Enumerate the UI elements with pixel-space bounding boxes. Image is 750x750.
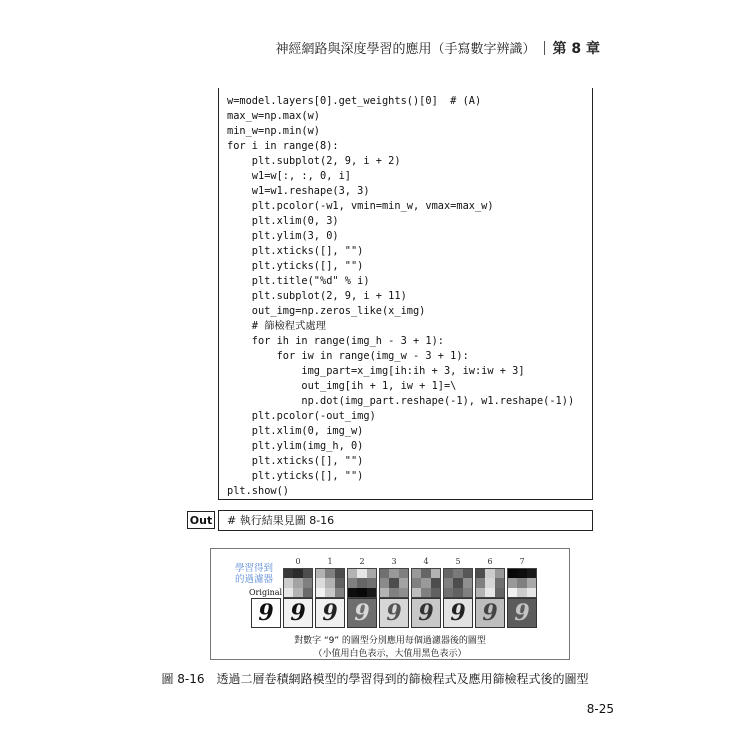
- filter-index: 3: [391, 557, 397, 566]
- code-line: plt.pcolor(-w1, vmin=min_w, vmax=max_w): [227, 200, 494, 212]
- original-digit: 9: [258, 600, 274, 626]
- filter-cell: [293, 588, 302, 597]
- filter-cell: [444, 588, 453, 597]
- figure-caption: 圖 8-16 透過二層卷積網路模型的學習得到的篩檢程式及應用篩檢程式後的圖型: [161, 672, 589, 686]
- filter-cell: [357, 588, 366, 597]
- filter-cell: [517, 569, 526, 578]
- code-line: w1=w1.reshape(3, 3): [227, 185, 370, 197]
- filter-cell: [293, 578, 302, 587]
- filter-cell: [380, 578, 389, 587]
- code-line: plt.yticks([], ""): [227, 470, 364, 482]
- filtered-digit-image: [443, 598, 473, 628]
- filter-cell: [335, 578, 344, 587]
- filter-cell: [367, 588, 376, 597]
- code-line: plt.title("%d" % i): [227, 275, 370, 287]
- code-block: [218, 88, 593, 500]
- filter-cell: [431, 569, 440, 578]
- code-line: plt.subplot(2, 9, i + 11): [227, 290, 407, 302]
- code-line: plt.xlim(0, img_w): [227, 425, 364, 437]
- filter-cell: [348, 588, 357, 597]
- filter-cell: [527, 569, 536, 578]
- filtered-digit: 9: [354, 600, 370, 626]
- code-line: plt.subplot(2, 9, i + 2): [227, 155, 401, 167]
- filter-cell: [303, 588, 312, 597]
- filter-cell: [527, 588, 536, 597]
- code-line: plt.ylim(img_h, 0): [227, 440, 364, 452]
- filtered-digit-image: [315, 598, 345, 628]
- filter-cell: [316, 578, 325, 587]
- filter-cell: [367, 569, 376, 578]
- filtered-digit: 9: [290, 600, 306, 626]
- figure-caption-line1: 對數字 “9” 的圖型分別應用每個過濾器後的圖型: [294, 636, 486, 646]
- filter-cell: [527, 578, 536, 587]
- filter-index: 1: [327, 557, 333, 566]
- filter-cell: [380, 588, 389, 597]
- filtered-digit: 9: [386, 600, 402, 626]
- filtered-digit: 9: [514, 600, 530, 626]
- filter-cell: [367, 578, 376, 587]
- filter-cell: [508, 578, 517, 587]
- filter-cell: [335, 569, 344, 578]
- filtered-digit-image: [379, 598, 409, 628]
- filter-cell: [399, 578, 408, 587]
- filtered-digit-image: [411, 598, 441, 628]
- filter-cell: [508, 588, 517, 597]
- filter-cell: [485, 588, 494, 597]
- output-box: [218, 510, 593, 531]
- filtered-digit-image: [475, 598, 505, 628]
- header-divider: [544, 41, 545, 55]
- filter-cell: [453, 588, 462, 597]
- code-line: plt.xticks([], ""): [227, 245, 364, 257]
- code-line: w=model.layers[0].get_weights()[0] # (A): [227, 95, 482, 107]
- filter-cell: [517, 578, 526, 587]
- code-line: out_img[ih + 1, iw + 1]=\: [227, 380, 457, 392]
- filter-cell: [389, 578, 398, 587]
- filter-grid: [507, 568, 537, 598]
- code-line: np.dot(img_part.reshape(-1), w1.reshape(-1)): [227, 395, 575, 407]
- code-line: plt.yticks([], ""): [227, 260, 364, 272]
- filter-grid: [347, 568, 377, 598]
- code-line: img_part=x_img[ih:ih + 3, iw:iw + 3]: [227, 365, 525, 377]
- filter-cell: [517, 588, 526, 597]
- filter-cell: [325, 578, 334, 587]
- filter-cell: [495, 569, 504, 578]
- filter-cell: [284, 578, 293, 587]
- filtered-digit: 9: [418, 600, 434, 626]
- filter-index: 2: [359, 557, 365, 566]
- filter-cell: [476, 569, 485, 578]
- filter-cell: [389, 569, 398, 578]
- filter-index: 0: [295, 557, 301, 566]
- code-line: min_w=np.min(w): [227, 125, 320, 137]
- filter-cell: [476, 588, 485, 597]
- filter-cell: [303, 569, 312, 578]
- filtered-digit: 9: [482, 600, 498, 626]
- filter-cell: [431, 578, 440, 587]
- filter-grid: [283, 568, 313, 598]
- filter-cell: [412, 588, 421, 597]
- filtered-digit-image: [507, 598, 537, 628]
- filter-cell: [421, 569, 430, 578]
- filter-grid: [379, 568, 409, 598]
- filter-cell: [421, 578, 430, 587]
- filtered-digit: 9: [322, 600, 338, 626]
- code-line: w1=w[:, :, 0, i]: [227, 170, 351, 182]
- filter-cell: [316, 588, 325, 597]
- filter-cell: [431, 588, 440, 597]
- filter-cell: [293, 569, 302, 578]
- filter-index: 6: [487, 557, 493, 566]
- filter-cell: [380, 569, 389, 578]
- code-line: # 篩檢程式處理: [227, 320, 326, 332]
- filter-cell: [348, 578, 357, 587]
- filter-cell: [485, 569, 494, 578]
- code-line: for i in range(8):: [227, 140, 339, 152]
- filter-cell: [421, 588, 430, 597]
- filter-cell: [495, 588, 504, 597]
- code-line: plt.ylim(3, 0): [227, 230, 339, 242]
- filter-cell: [508, 569, 517, 578]
- output-text: # 執行結果見圖 8-16: [227, 514, 335, 527]
- filter-cell: [389, 588, 398, 597]
- code-line: out_img=np.zeros_like(x_img): [227, 305, 426, 317]
- filter-cell: [303, 578, 312, 587]
- filter-cell: [463, 578, 472, 587]
- filter-cell: [284, 588, 293, 597]
- code-line: plt.xlim(0, 3): [227, 215, 339, 227]
- filter-cell: [357, 578, 366, 587]
- code-line: for ih in range(img_h - 3 + 1):: [227, 335, 444, 347]
- learned-label-line1: 學習得到: [235, 563, 274, 574]
- filter-cell: [463, 569, 472, 578]
- filtered-digit-image: [283, 598, 313, 628]
- filter-cell: [453, 569, 462, 578]
- filter-cell: [316, 569, 325, 578]
- figure-caption-line2: （小值用白色表示，大值用黑色表示）: [313, 649, 467, 659]
- code-line: plt.pcolor(-out_img): [227, 410, 376, 422]
- filter-cell: [335, 588, 344, 597]
- filter-cell: [453, 578, 462, 587]
- figure-8-16: [210, 548, 570, 660]
- filter-cell: [399, 588, 408, 597]
- code-line: plt.show(): [227, 485, 289, 497]
- filter-grid: [315, 568, 345, 598]
- filter-cell: [325, 588, 334, 597]
- book-title: 神經網路與深度學習的應用（手寫數字辨識）: [275, 42, 536, 57]
- filter-cell: [485, 578, 494, 587]
- filter-cell: [476, 578, 485, 587]
- filter-cell: [357, 569, 366, 578]
- filter-cell: [412, 569, 421, 578]
- filter-grid: [411, 568, 441, 598]
- filter-cell: [325, 569, 334, 578]
- filter-cell: [495, 578, 504, 587]
- filter-index: 4: [423, 557, 429, 566]
- filter-cell: [284, 569, 293, 578]
- filter-grid: [443, 568, 473, 598]
- code-line: max_w=np.max(w): [227, 110, 320, 122]
- code-line: plt.xticks([], ""): [227, 455, 364, 467]
- page-number: 8-25: [586, 702, 614, 716]
- original-digit-image: [251, 598, 281, 628]
- filter-cell: [444, 569, 453, 578]
- code-line: for iw in range(img_w - 3 + 1):: [227, 350, 469, 362]
- filter-cell: [444, 578, 453, 587]
- output-label: Out: [187, 511, 215, 529]
- code-lines: [227, 94, 574, 499]
- filter-index: 5: [455, 557, 461, 566]
- filter-cell: [399, 569, 408, 578]
- filtered-digit: 9: [450, 600, 466, 626]
- original-label: Original: [249, 588, 283, 597]
- chapter-label: 第 8 章: [552, 41, 600, 57]
- learned-filters-label: [235, 563, 273, 585]
- filter-cell: [348, 569, 357, 578]
- filter-cell: [412, 578, 421, 587]
- filter-index: 7: [519, 557, 525, 566]
- filter-grid: [475, 568, 505, 598]
- filtered-digit-image: [347, 598, 377, 628]
- running-header: [275, 38, 600, 58]
- learned-label-line2: 的過濾器: [235, 574, 274, 585]
- filter-cell: [463, 588, 472, 597]
